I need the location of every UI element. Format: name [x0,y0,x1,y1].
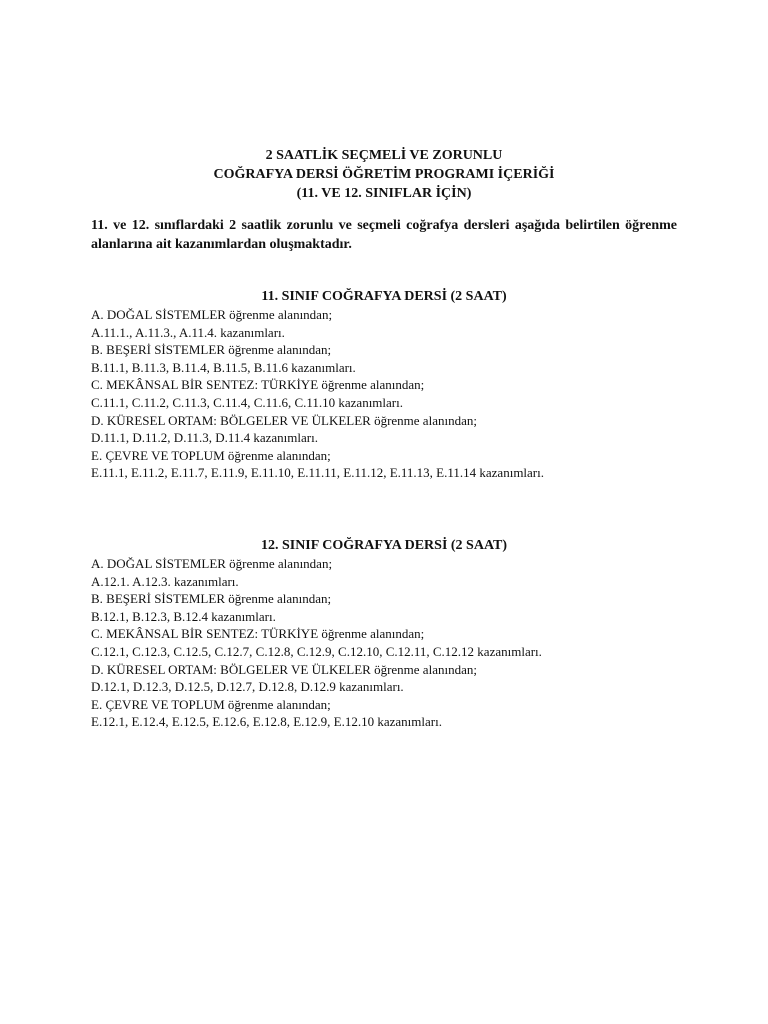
title-line-3: (11. VE 12. SINIFLAR İÇİN) [296,186,472,201]
intro-paragraph: 11. ve 12. sınıflardaki 2 saatlik zorunlu ve seçmeli coğrafya dersleri aşağıda belirtilen öğrenme alanlarına ait kazanımlardan oluşmaktadır. [91,218,677,252]
grade-12-line: D. KÜRESEL ORTAM: BÖLGELER VE ÜLKELER öğrenme alanından; [91,661,477,677]
document-title [0,146,768,203]
grade-11-section [91,288,691,482]
grade-12-heading: 12. SINIF COĞRAFYA DERSİ (2 SAAT) [260,538,508,553]
grade-12-line: A.12.1. A.12.3. kazanımları. [91,573,239,589]
grade-11-line: D.11.1, D.11.2, D.11.3, D.11.4 kazanımları. [91,430,318,446]
title-line-2: COĞRAFYA DERSİ ÖĞRETİM PROGRAMI İÇERİĞİ [213,167,555,182]
grade-12-line: B.12.1, B.12.3, B.12.4 kazanımları. [91,608,276,624]
grade-11-line: E.11.1, E.11.2, E.11.7, E.11.9, E.11.10, E.11.11, E.11.12, E.11.13, E.11.14 kazanımları. [91,465,545,481]
grade-11-line: A. DOĞAL SİSTEMLER öğrenme alanından; [91,307,333,322]
grade-12-line: E. ÇEVRE VE TOPLUM öğrenme alanından; [91,696,331,712]
grade-11-line: B.11.1, B.11.3, B.11.4, B.11.5, B.11.6 kazanımları. [91,359,356,375]
grade-11-line: C. MEKÂNSAL BİR SENTEZ: TÜRKİYE öğrenme alanından; [91,377,425,393]
grade-11-line: E. ÇEVRE VE TOPLUM öğrenme alanından; [91,447,331,463]
grade-12-section [91,537,691,731]
grade-11-line: A.11.1., A.11.3., A.11.4. kazanımları. [91,324,285,340]
grade-11-line: C.11.1, C.11.2, C.11.3, C.11.4, C.11.6, C.11.10 kazanımları. [91,394,403,410]
grade-12-line: D.12.1, D.12.3, D.12.5, D.12.7, D.12.8, D.12.9 kazanımları. [91,679,404,695]
grade-12-line: A. DOĞAL SİSTEMLER öğrenme alanından; [91,556,333,571]
grade-12-line: E.12.1, E.12.4, E.12.5, E.12.6, E.12.8, E.12.9, E.12.10 kazanımları. [91,714,442,730]
grade-12-line: C.12.1, C.12.3, C.12.5, C.12.7, C.12.8, C.12.9, C.12.10, C.12.11, C.12.12 kazanımları. [91,643,542,659]
grade-12-line: B. BEŞERİ SİSTEMLER öğrenme alanından; [91,591,332,607]
grade-12-line: C. MEKÂNSAL BİR SENTEZ: TÜRKİYE öğrenme alanından; [91,626,425,642]
title-line-1: 2 SAATLİK SEÇMELİ VE ZORUNLU [265,148,503,163]
grade-11-heading: 11. SINIF COĞRAFYA DERSİ (2 SAAT) [261,289,507,304]
grade-11-line: B. BEŞERİ SİSTEMLER öğrenme alanından; [91,342,332,358]
grade-11-line: D. KÜRESEL ORTAM: BÖLGELER VE ÜLKELER öğrenme alanından; [91,412,477,428]
